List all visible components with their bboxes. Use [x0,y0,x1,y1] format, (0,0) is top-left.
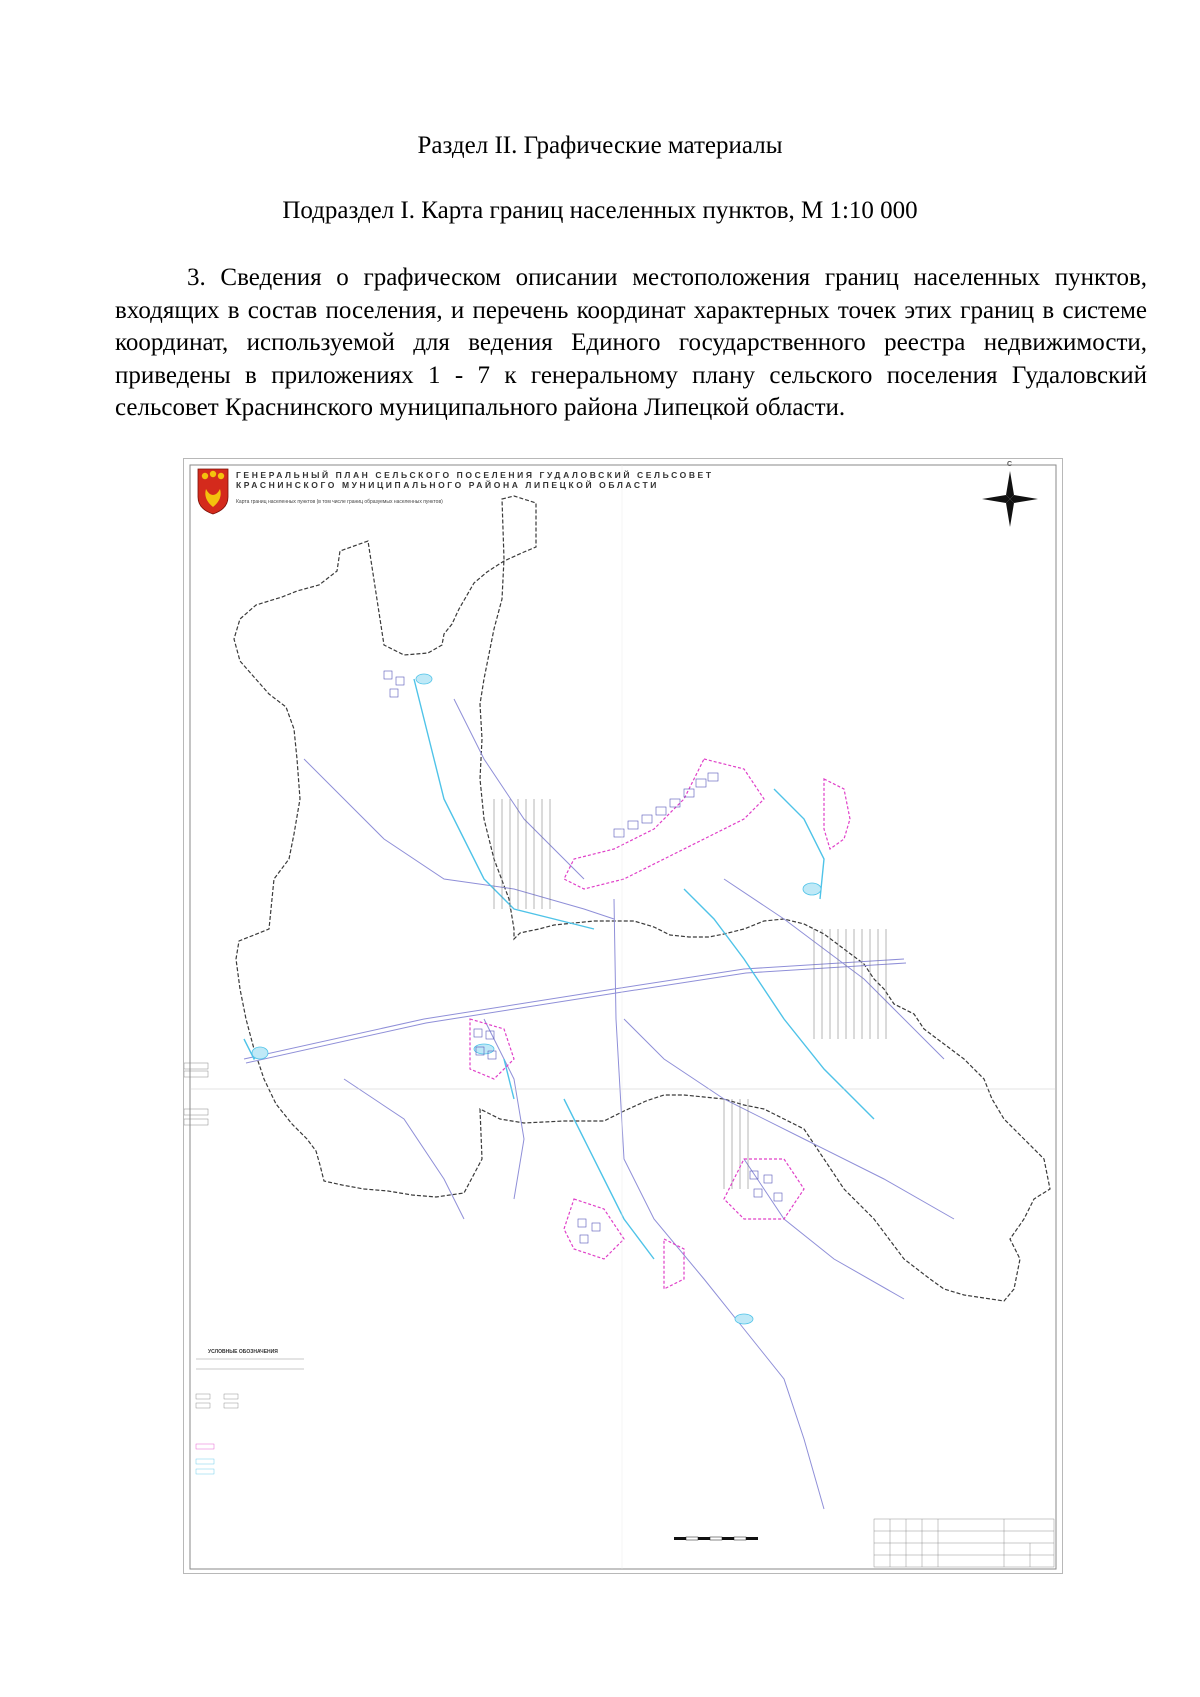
legend-title: УСЛОВНЫЕ ОБОЗНАЧЕНИЯ [208,1349,278,1355]
coat-of-arms-icon [198,469,228,514]
settlement-boundary [234,496,1050,1301]
subsection-title: Подраздел I. Карта границ населенных пунктов, М 1:10 000 [282,197,918,224]
north-arrow-icon [982,471,1038,527]
water-bodies [244,679,874,1259]
hatched-areas [494,799,886,1189]
body-paragraph: 3. Сведения о графическом описании местоположения границ населенных пунктов, входящих в состав поселения, и перечень координат характерных точек этих границ в системе координат, используемой для ведения Единого государственного реестра недвижимости, приведены в приложениях 1 - 7 к генеральному плану сельского поселения Гудаловский сельсовет Краснинского муниципального района Липецкой области. [115,264,1147,421]
settlement-boundaries [470,759,850,1289]
section-title: Раздел II. Графические материалы [417,132,783,159]
map-drawing [184,459,1064,1575]
boundary-map [183,458,1063,1574]
legend-box [196,1359,304,1474]
map-title-line1: ГЕНЕРАЛЬНЫЙ ПЛАН СЕЛЬСКОГО ПОСЕЛЕНИЯ ГУДАЛОВСКИЙ СЕЛЬСОВЕТ [236,470,714,480]
road-network [244,699,954,1509]
scale-bar-icon [674,1537,758,1540]
map-subtitle: Карта границ населенных пунктов (в том числе границ образуемых населенных пунктов) [236,499,443,505]
north-label: С [1007,461,1013,468]
map-title-line2: КРАСНИНСКОГО МУНИЦИПАЛЬНОГО РАЙОНА ЛИПЕЦКОЙ ОБЛАСТИ [236,480,659,490]
title-block [874,1519,1054,1567]
